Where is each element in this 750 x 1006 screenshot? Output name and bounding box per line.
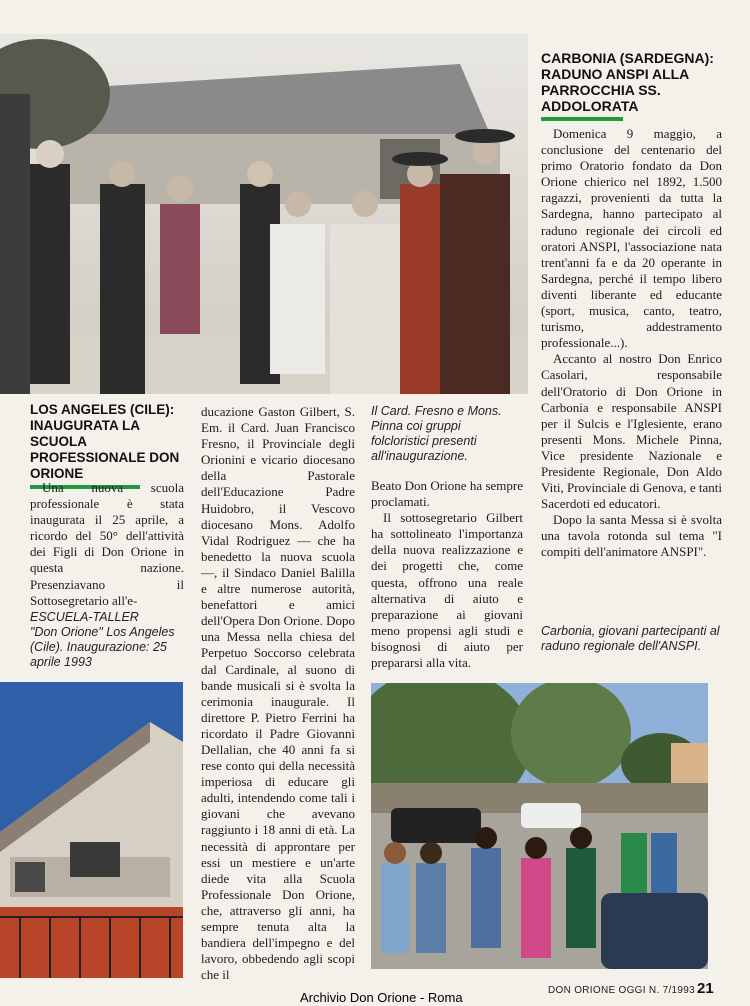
carbonia-paragraph-3: Dopo la santa Messa si è svolta una tavola rotonda sul tema "I compiti dell'animatore ANSPI".	[541, 512, 722, 560]
folk-group-photo-illustration	[0, 34, 528, 394]
los-angeles-heading: LOS ANGELES (CILE): INAUGURATA LA SCUOLA PROFESSIONALE DON ORIONE	[30, 402, 180, 481]
los-angeles-column-2	[201, 404, 355, 983]
los-angeles-col2-text: ducazione Gaston Gilbert, S. Em. il Card. Juan Francisco Fresno, il Provinciale degli Orionini e vicario diocesano della Pastorale dell'Educazione Padre Huidobro, il Vescovo diocesano Mons. Adolfo Vidal Rodriguez — che ha benedetto la nuova scuola —, il Sindaco Daniel Balilla e altre numerose autorità, benefattori e amici dell'Opera Don Orione. Dopo una Messa nella chiesa del Perpetuo Soccorso celebrata dal Cardinale, al suono di bande musicali si è svolta la cerimonia inaugurale. Il direttore P. Pietro Ferrini ha ricordato il Padre Giovanni Dellalian, che 40 anni fa si rese conto qui della necessità imperiosa di educare gli adulti, intendendo come tali i giovani che avevano raggiunto i 18 anni di età. La necessità di approntare per essi un mestiere e un'arte diede vita alla Scuola Professionale Don Orione, che, attraverso gli anni, ha sempre tenuta alta la bandiera dell'impegno e del lavoro, obbedendo agli scopi che il	[201, 404, 355, 983]
school-building-illustration	[0, 682, 183, 978]
archive-credit: Archivio Don Orione - Roma	[300, 990, 463, 1005]
page-number: 21	[697, 980, 714, 997]
los-angeles-col3-p1: Beato Don Orione ha sempre proclamati.	[371, 478, 523, 510]
folk-group-photo	[0, 34, 528, 394]
carbonia-youth-photo	[371, 683, 708, 969]
carbonia-caption: Carbonia, giovani partecipanti al raduno regionale dell'ANSPI.	[541, 624, 720, 653]
carbonia-article	[541, 50, 731, 121]
magazine-issue: DON ORIONE OGGI N. 7/1993	[548, 985, 695, 996]
los-angeles-col3-p2: Il sottosegretario Gilbert ha sottolineato l'importanza della nuova realizzazione e dei progetti che, come questa, offrono una reale alternativa di aiuto e preparazione ai giovani meno propensi agli studi e bisognosi di aiuto per prepararsi alla vita.	[371, 510, 523, 671]
school-building-photo	[0, 682, 183, 978]
los-angeles-col1-text: Una nuova scuola professionale è stata inaugurata il 25 aprile, a ricordo del 50° dell'attività dei Figli di Don Orione in questa nazione. Presenziavano il Sottosegretario all'e-	[30, 480, 184, 608]
carbonia-body	[541, 126, 722, 561]
los-angeles-column-3	[371, 478, 523, 671]
carbonia-heading-rule	[541, 117, 623, 121]
carbonia-youth-illustration	[371, 683, 708, 969]
school-caption-text: "Don Orione" Los Angeles (Cile). Inaugurazione: 25 aprile 1993	[30, 625, 175, 669]
los-angeles-column-1	[30, 480, 184, 609]
school-caption	[30, 610, 185, 670]
los-angeles-article	[30, 402, 190, 489]
school-caption-title: ESCUELA-TALLER	[30, 610, 139, 624]
folk-group-caption: Il Card. Fresno e Mons. Pinna coi gruppi folcloristici presenti all'inaugurazione.	[371, 404, 502, 463]
carbonia-heading: CARBONIA (SARDEGNA): RADUNO ANSPI ALLA PARROCCHIA SS. ADDOLORATA	[541, 50, 714, 114]
carbonia-paragraph-1: Domenica 9 maggio, a conclusione del centenario del primo Oratorio fondato da Don Orione chierico nel 1892, 1.500 ragazzi, provenienti da tutta la Sardegna, hanno partecipato al raduno regionale dei circoli ed oratori ANSPI, l'associazione nata trent'anni fa e da 20 operante in Sardegna, perché il tempo libero diventi liberante ed educante (sport, musica, canto, teatro, turismo, addestramento professionale...).	[541, 126, 722, 351]
carbonia-paragraph-2: Accanto al nostro Don Enrico Casolari, responsabile dell'Oratorio di Don Orione in Carbonia e responsabile ANSPI per il Sulcis e l'Iglesiente, erano presenti Mons. Michele Pinna, Vice presidente Nazionale e Presidente Regionale, Don Aldo Viti, Provinciale di Genova, e tanti Sacerdoti ed educatori.	[541, 351, 722, 512]
